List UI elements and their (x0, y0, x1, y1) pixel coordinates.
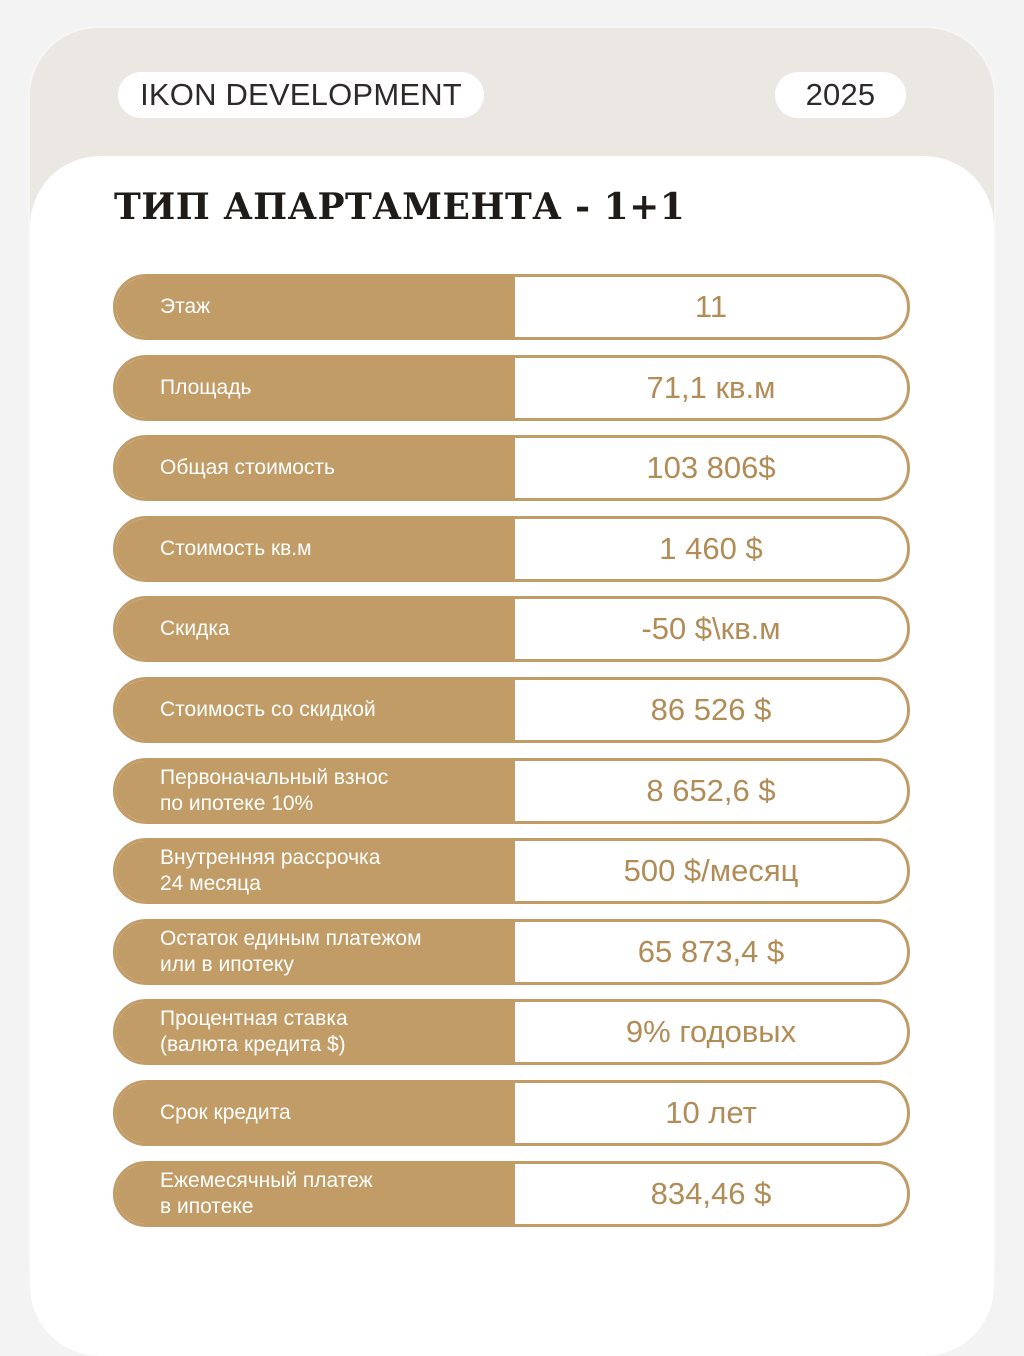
spec-value: 1 460 $ (659, 530, 763, 566)
spec-row-price-per-sqm (113, 516, 910, 582)
spec-row-discount (113, 596, 910, 662)
year-label: 2025 (805, 77, 876, 112)
spec-label: Первоначальный взнос по ипотеке 10% (116, 761, 515, 821)
brand-badge (118, 72, 484, 118)
spec-value: 10 лет (665, 1094, 757, 1130)
spec-label: Стоимость со скидкой (116, 680, 515, 740)
spec-label: Ежемесячный платеж в ипотеке (116, 1164, 515, 1224)
spec-label: Остаток единым платежом или в ипотеку (116, 922, 515, 982)
spec-row-interest-rate (113, 999, 910, 1065)
spec-value: 103 806$ (646, 450, 776, 486)
spec-label: Общая стоимость (116, 438, 515, 498)
spec-row-floor (113, 274, 910, 340)
spec-label: Этаж (116, 277, 515, 337)
spec-value: 11 (694, 289, 728, 324)
spec-row-installment (113, 838, 910, 904)
spec-row-total-price (113, 435, 910, 501)
spec-row-loan-term (113, 1080, 910, 1146)
spec-row-area (113, 355, 910, 421)
spec-label: Внутренняя рассрочка 24 месяца (116, 841, 515, 901)
specs-table (113, 274, 910, 1241)
page-title: ТИП АПАРТАМЕНТА - 1+1 (114, 186, 686, 228)
spec-label: Площадь (116, 358, 515, 418)
spec-label: Процентная ставка (валюта кредита $) (116, 1002, 515, 1062)
spec-row-remaining-balance (113, 919, 910, 985)
spec-value: 65 873,4 $ (637, 933, 785, 969)
spec-label: Стоимость кв.м (116, 519, 515, 579)
spec-label: Срок кредита (116, 1083, 515, 1143)
spec-value: 500 $/месяц (623, 853, 799, 889)
spec-row-monthly-payment (113, 1161, 910, 1227)
spec-value: 71,1 кв.м (646, 369, 776, 405)
year-badge (775, 72, 906, 118)
spec-value: 834,46 $ (650, 1175, 772, 1211)
spec-value: 86 526 $ (650, 691, 772, 727)
spec-value: -50 $\кв.м (641, 611, 781, 647)
spec-value: 8 652,6 $ (646, 772, 776, 808)
spec-row-down-payment (113, 758, 910, 824)
spec-value: 9% годовых (625, 1014, 797, 1050)
spec-label: Скидка (116, 599, 515, 659)
spec-row-discounted-price (113, 677, 910, 743)
brand-name: IKON DEVELOPMENT (140, 77, 462, 112)
